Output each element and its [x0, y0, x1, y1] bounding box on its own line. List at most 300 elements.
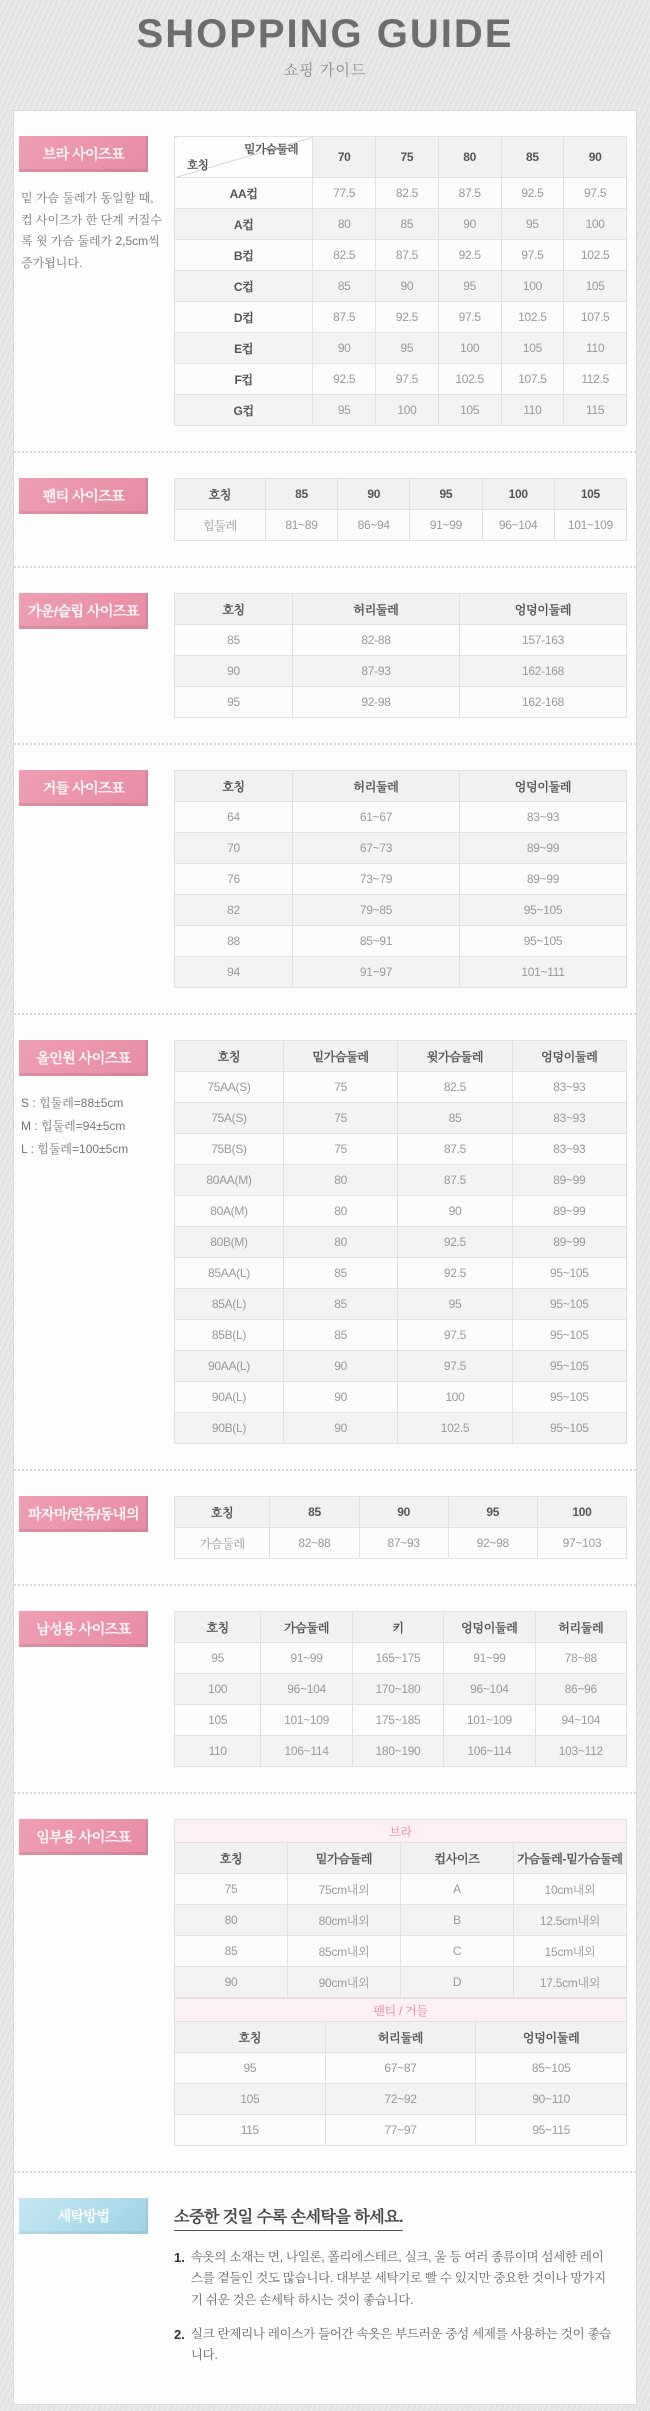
value-cell: 80	[313, 209, 376, 240]
table-row	[175, 687, 627, 718]
value-cell: 102.5	[438, 364, 501, 395]
value-cell: 85	[313, 271, 376, 302]
value-cell: 105	[564, 271, 627, 302]
value-cell: 92.5	[376, 302, 439, 333]
row-header-cell: 75AA(S)	[175, 1072, 284, 1103]
table-row	[175, 1289, 627, 1320]
value-cell: 95~105	[512, 1289, 626, 1320]
girdle-size-table-head	[175, 771, 627, 802]
value-cell: 80	[283, 1165, 397, 1196]
header-row	[175, 594, 627, 625]
row-header-cell: 100	[175, 1674, 261, 1705]
value-cell: 92.5	[501, 178, 564, 209]
value-cell: 90	[313, 333, 376, 364]
col-header: 호칭	[175, 1497, 270, 1528]
maternity-panty-girdle-table-body	[175, 2053, 627, 2146]
value-cell: 89~99	[460, 864, 627, 895]
washing-item-text: 속옷의 소재는 면, 나일론, 폴리에스테르, 실크, 울 등 여러 종류이며 섬세한 레이스를 곁들인 것도 많습니다. 대부분 세탁기로 빨 수 있지만 중요한 것이나 망가지기 쉬운 것은 손세탁 하시는 것이 좋습니다.	[190, 2250, 606, 2307]
row-header-cell: 85	[175, 1936, 288, 1967]
band-title: 팬티 / 거들	[175, 1999, 627, 2022]
row-header-cell: 105	[175, 2084, 326, 2115]
value-cell: 97.5	[398, 1351, 512, 1382]
section-pajama	[14, 1469, 636, 1584]
table-row	[175, 1165, 627, 1196]
value-cell: 95	[313, 395, 376, 426]
col-header: 키	[352, 1612, 443, 1643]
col-header: 85	[501, 137, 564, 178]
table-row	[175, 178, 627, 209]
table-row	[175, 1674, 627, 1705]
value-cell: 85	[398, 1103, 512, 1134]
value-cell: 75	[283, 1072, 397, 1103]
row-header-cell: 110	[175, 1736, 261, 1767]
value-cell: 101~109	[554, 510, 626, 541]
value-cell: 157-163	[460, 625, 627, 656]
value-cell: 100	[398, 1382, 512, 1413]
section-side	[19, 1611, 174, 1767]
washing-item-text: 실크 란제리나 레이스가 들어간 속옷은 부드러운 중성 세제를 사용하는 것이 좋습니다.	[190, 2326, 612, 2362]
value-cell: 85	[376, 209, 439, 240]
all-in-one-note-2: L : 힙둘레=100±5cm	[21, 1141, 129, 1156]
row-header-cell: 75B(S)	[175, 1134, 284, 1165]
section-girdle	[14, 743, 636, 1013]
col-header: 80	[438, 137, 501, 178]
table-row	[175, 2115, 627, 2146]
section-side	[19, 1040, 174, 1444]
value-cell: 83~93	[512, 1103, 626, 1134]
value-cell: 89~99	[512, 1227, 626, 1258]
diagonal-bottom-label: 호칭	[187, 160, 209, 172]
value-cell: 92.5	[398, 1227, 512, 1258]
table-row	[175, 364, 627, 395]
panty-size-table-body	[175, 510, 627, 541]
diagonal-top-label: 밑가슴둘레	[244, 144, 299, 156]
men-size-table-head	[175, 1612, 627, 1643]
table-row	[175, 1258, 627, 1289]
table-row	[175, 240, 627, 271]
value-cell: 67~87	[325, 2053, 476, 2084]
col-header: 허리둘레	[293, 594, 460, 625]
value-cell: B	[401, 1905, 514, 1936]
page-title: SHOPPING GUIDE	[136, 12, 514, 56]
value-cell: 101~109	[261, 1705, 352, 1736]
table-row	[175, 395, 627, 426]
table-row	[175, 833, 627, 864]
section-washing	[14, 2171, 636, 2404]
header-row	[175, 137, 627, 178]
section-main	[174, 1496, 627, 1559]
col-header: 윗가슴둘레	[398, 1041, 512, 1072]
value-cell: 170~180	[352, 1674, 443, 1705]
all-in-one-size-table-body	[175, 1072, 627, 1444]
value-cell: 90	[283, 1382, 397, 1413]
value-cell: 95~105	[512, 1258, 626, 1289]
value-cell: 83~93	[512, 1072, 626, 1103]
col-header: 엉덩이둘레	[476, 2022, 627, 2053]
value-cell: 85cm내외	[288, 1936, 401, 1967]
col-header: 호칭	[175, 1612, 261, 1643]
washing-item-number: 1.	[174, 2250, 185, 2265]
value-cell: 95	[438, 271, 501, 302]
section-side	[19, 136, 174, 426]
value-cell: 82.5	[398, 1072, 512, 1103]
men-label: 남성용 사이즈표	[19, 1611, 148, 1647]
value-cell: 92~98	[448, 1528, 537, 1559]
table-row	[175, 957, 627, 988]
value-cell: 82-88	[293, 625, 460, 656]
col-header: 85	[270, 1497, 359, 1528]
value-cell: 12.5cm내외	[514, 1905, 627, 1936]
value-cell: 87.5	[398, 1165, 512, 1196]
value-cell: 85~105	[476, 2053, 627, 2084]
value-cell: 90	[376, 271, 439, 302]
col-header: 호칭	[175, 2022, 326, 2053]
col-header: 컵사이즈	[401, 1843, 514, 1874]
value-cell: 87-93	[293, 656, 460, 687]
col-header: 90	[338, 479, 410, 510]
row-header-cell: A컵	[175, 209, 313, 240]
col-header: 허리둘레	[325, 2022, 476, 2053]
value-cell: 106~114	[444, 1736, 535, 1767]
value-cell: 92-98	[293, 687, 460, 718]
row-header-cell: 85B(L)	[175, 1320, 284, 1351]
table-row	[175, 271, 627, 302]
col-header: 호칭	[175, 1041, 284, 1072]
bra-size-table-body	[175, 178, 627, 426]
table-row	[175, 1936, 627, 1967]
header-row	[175, 479, 627, 510]
maternity-bra-table-head	[175, 1820, 627, 1874]
value-cell: 61~67	[293, 802, 460, 833]
col-header: 95	[448, 1497, 537, 1528]
row-header-cell: 힙둘레	[175, 510, 266, 541]
value-cell: 82.5	[376, 178, 439, 209]
value-cell: 80cm내외	[288, 1905, 401, 1936]
value-cell: 162-168	[460, 687, 627, 718]
row-header-cell: 95	[175, 687, 293, 718]
panty-label: 팬티 사이즈표	[19, 478, 148, 514]
row-header-cell: 80A(M)	[175, 1196, 284, 1227]
row-header-cell: 88	[175, 926, 293, 957]
header-row	[175, 1843, 627, 1874]
col-header: 호칭	[175, 771, 293, 802]
section-main	[174, 2198, 627, 2379]
washing-item-2	[174, 2324, 613, 2367]
all-in-one-notes	[19, 1092, 174, 1160]
value-cell: 97.5	[398, 1320, 512, 1351]
girdle-size-table-body	[175, 802, 627, 988]
girdle-size-table	[174, 770, 627, 988]
page-header	[0, 0, 650, 110]
value-cell: 83~93	[460, 802, 627, 833]
row-header-cell: 85A(L)	[175, 1289, 284, 1320]
section-side	[19, 2198, 174, 2379]
washing-item-1	[174, 2247, 613, 2311]
value-cell: 105	[438, 395, 501, 426]
value-cell: 100	[501, 271, 564, 302]
section-main	[174, 478, 627, 541]
value-cell: 95	[376, 333, 439, 364]
value-cell: 112.5	[564, 364, 627, 395]
value-cell: 106~114	[261, 1736, 352, 1767]
value-cell: 75cm내외	[288, 1874, 401, 1905]
value-cell: 101~109	[444, 1705, 535, 1736]
table-row	[175, 1196, 627, 1227]
girdle-label: 거들 사이즈표	[19, 770, 148, 806]
col-header: 밑가슴둘레	[283, 1041, 397, 1072]
value-cell: 86~94	[338, 510, 410, 541]
value-cell: 79~85	[293, 895, 460, 926]
section-side	[19, 1496, 174, 1559]
value-cell: 96~104	[482, 510, 554, 541]
row-header-cell: 75A(S)	[175, 1103, 284, 1134]
table-row	[175, 2084, 627, 2115]
value-cell: 96~104	[444, 1674, 535, 1705]
table-row	[175, 302, 627, 333]
row-header-cell: 64	[175, 802, 293, 833]
content-panel	[13, 110, 637, 2405]
value-cell: 82~88	[270, 1528, 359, 1559]
bra-description: 밑 가슴 둘레가 동일할 때, 컵 사이즈가 한 단계 커질수록 윗 가슴 둘레가 2,5cm씩 증가됩니다.	[21, 191, 162, 270]
row-header-cell: 115	[175, 2115, 326, 2146]
value-cell: 75	[283, 1134, 397, 1165]
value-cell: 97.5	[376, 364, 439, 395]
section-men	[14, 1584, 636, 1792]
value-cell: 80	[283, 1196, 397, 1227]
bra-label: 브라 사이즈표	[19, 136, 148, 172]
value-cell: 90	[283, 1413, 397, 1444]
value-cell: 107.5	[501, 364, 564, 395]
header-row	[175, 1612, 627, 1643]
value-cell: 175~185	[352, 1705, 443, 1736]
col-header: 가슴둘레	[261, 1612, 352, 1643]
section-all-in-one	[14, 1013, 636, 1469]
value-cell: 102.5	[398, 1413, 512, 1444]
col-header: 70	[313, 137, 376, 178]
value-cell: 90~110	[476, 2084, 627, 2115]
col-header: 가슴둘레-밑가슴둘레	[514, 1843, 627, 1874]
table-row	[175, 864, 627, 895]
pajama-size-table	[174, 1496, 627, 1559]
maternity-label: 임부용 사이즈표	[19, 1819, 148, 1855]
row-header-cell: 90AA(L)	[175, 1351, 284, 1382]
row-header-cell: 85AA(L)	[175, 1258, 284, 1289]
panty-size-table-head	[175, 479, 627, 510]
value-cell: 15cm내외	[514, 1936, 627, 1967]
value-cell: A	[401, 1874, 514, 1905]
row-header-cell: 90	[175, 1967, 288, 1998]
value-cell: 100	[376, 395, 439, 426]
pajama-label: 파자마/란쥬/동내의	[19, 1496, 148, 1532]
table-row	[175, 1905, 627, 1936]
row-header-cell: G컵	[175, 395, 313, 426]
gown-slip-label: 가운/슬립 사이즈표	[19, 593, 148, 629]
value-cell: 72~92	[325, 2084, 476, 2115]
value-cell: 97.5	[564, 178, 627, 209]
washing-item-number: 2.	[174, 2326, 185, 2342]
value-cell: 85	[283, 1289, 397, 1320]
band-row	[175, 1999, 627, 2022]
all-in-one-note-0: S : 힙둘레=88±5cm	[21, 1096, 124, 1110]
value-cell: 85~91	[293, 926, 460, 957]
all-in-one-label: 올인원 사이즈표	[19, 1040, 148, 1076]
value-cell: 85	[283, 1258, 397, 1289]
gown-slip-size-table-head	[175, 594, 627, 625]
value-cell: D	[401, 1967, 514, 1998]
col-header: 허리둘레	[535, 1612, 626, 1643]
table-row	[175, 1072, 627, 1103]
value-cell: 165~175	[352, 1643, 443, 1674]
value-cell: 78~88	[535, 1643, 626, 1674]
section-main	[174, 593, 627, 718]
table-row	[175, 510, 627, 541]
men-size-table-body	[175, 1643, 627, 1767]
value-cell: 97.5	[438, 302, 501, 333]
table-row	[175, 802, 627, 833]
value-cell: 89~99	[512, 1196, 626, 1227]
row-header-cell: 가슴둘레	[175, 1528, 270, 1559]
row-header-cell: F컵	[175, 364, 313, 395]
row-header-cell: 82	[175, 895, 293, 926]
value-cell: 80	[283, 1227, 397, 1258]
table-row	[175, 1413, 627, 1444]
value-cell: 73~79	[293, 864, 460, 895]
value-cell: 90	[398, 1196, 512, 1227]
col-header: 100	[537, 1497, 626, 1528]
value-cell: 100	[564, 209, 627, 240]
value-cell: 102.5	[501, 302, 564, 333]
maternity-bra-table	[174, 1819, 627, 1998]
value-cell: 95~105	[512, 1320, 626, 1351]
value-cell: 110	[501, 395, 564, 426]
value-cell: 105	[501, 333, 564, 364]
section-gown-slip	[14, 566, 636, 743]
row-header-cell: B컵	[175, 240, 313, 271]
col-header: 호칭	[175, 1843, 288, 1874]
row-header-cell: 90	[175, 656, 293, 687]
value-cell: C	[401, 1936, 514, 1967]
table-row	[175, 1874, 627, 1905]
value-cell: 91~99	[410, 510, 482, 541]
section-side	[19, 1819, 174, 2146]
row-header-cell: 80AA(M)	[175, 1165, 284, 1196]
value-cell: 95~105	[460, 895, 627, 926]
value-cell: 81~89	[265, 510, 337, 541]
row-header-cell: 95	[175, 2053, 326, 2084]
table-row	[175, 1351, 627, 1382]
col-header: 엉덩이둘레	[444, 1612, 535, 1643]
table-row	[175, 895, 627, 926]
header-row	[175, 2022, 627, 2053]
value-cell: 83~93	[512, 1134, 626, 1165]
value-cell: 75	[283, 1103, 397, 1134]
table-row	[175, 656, 627, 687]
table-row	[175, 625, 627, 656]
col-header: 밑가슴둘레	[288, 1843, 401, 1874]
row-header-cell: 90B(L)	[175, 1413, 284, 1444]
men-size-table	[174, 1611, 627, 1767]
maternity-panty-girdle-table-head	[175, 1999, 627, 2053]
row-header-cell: 94	[175, 957, 293, 988]
maternity-panty-girdle-table	[174, 1998, 627, 2146]
value-cell: 180~190	[352, 1736, 443, 1767]
col-header: 호칭	[175, 594, 293, 625]
value-cell: 87.5	[438, 178, 501, 209]
value-cell: 97~103	[537, 1528, 626, 1559]
col-header: 95	[410, 479, 482, 510]
all-in-one-note-1: M : 힙둘레=94±5cm	[21, 1118, 126, 1133]
value-cell: 92.5	[398, 1258, 512, 1289]
value-cell: 89~99	[460, 833, 627, 864]
value-cell: 102.5	[564, 240, 627, 271]
row-header-cell: C컵	[175, 271, 313, 302]
bra-size-table	[174, 136, 627, 426]
value-cell: 97.5	[501, 240, 564, 271]
value-cell: 101~111	[460, 957, 627, 988]
value-cell: 95~115	[476, 2115, 627, 2146]
header-row	[175, 1041, 627, 1072]
value-cell: 95~105	[512, 1351, 626, 1382]
table-row	[175, 1382, 627, 1413]
band-title: 브라	[175, 1820, 627, 1843]
table-row	[175, 1134, 627, 1165]
value-cell: 89~99	[512, 1165, 626, 1196]
table-row	[175, 1528, 627, 1559]
col-header: 90	[359, 1497, 448, 1528]
col-header: 85	[265, 479, 337, 510]
table-row	[175, 926, 627, 957]
value-cell: 10cm내외	[514, 1874, 627, 1905]
header-row	[175, 1497, 627, 1528]
pajama-size-table-body	[175, 1528, 627, 1559]
row-header-cell: E컵	[175, 333, 313, 364]
washing-title: 소중한 것일 수록 손세탁을 하세요.	[174, 2204, 403, 2231]
all-in-one-size-table	[174, 1040, 627, 1444]
value-cell: 162-168	[460, 656, 627, 687]
row-header-cell: D컵	[175, 302, 313, 333]
table-row	[175, 1103, 627, 1134]
page-subtitle: 쇼핑 가이드	[283, 62, 367, 79]
value-cell: 82.5	[313, 240, 376, 271]
section-side	[19, 593, 174, 718]
value-cell: 95~105	[512, 1382, 626, 1413]
value-cell: 87.5	[313, 302, 376, 333]
table-row	[175, 333, 627, 364]
value-cell: 67~73	[293, 833, 460, 864]
table-row	[175, 1736, 627, 1767]
table-row	[175, 1967, 627, 1998]
value-cell: 91~97	[293, 957, 460, 988]
row-header-cell: 76	[175, 864, 293, 895]
row-header-cell: 80	[175, 1905, 288, 1936]
row-header-cell: 80B(M)	[175, 1227, 284, 1258]
all-in-one-size-table-head	[175, 1041, 627, 1072]
pajama-size-table-head	[175, 1497, 627, 1528]
table-row	[175, 1643, 627, 1674]
value-cell: 17.5cm내외	[514, 1967, 627, 1998]
value-cell: 110	[564, 333, 627, 364]
washing-label: 세탁방법	[19, 2198, 148, 2234]
header-row	[175, 771, 627, 802]
section-main	[174, 136, 627, 426]
section-side	[19, 478, 174, 541]
col-header: 75	[376, 137, 439, 178]
row-header-cell: 90A(L)	[175, 1382, 284, 1413]
section-bra	[14, 111, 636, 451]
value-cell: 91~99	[444, 1643, 535, 1674]
value-cell: 95	[398, 1289, 512, 1320]
value-cell: 87~93	[359, 1528, 448, 1559]
